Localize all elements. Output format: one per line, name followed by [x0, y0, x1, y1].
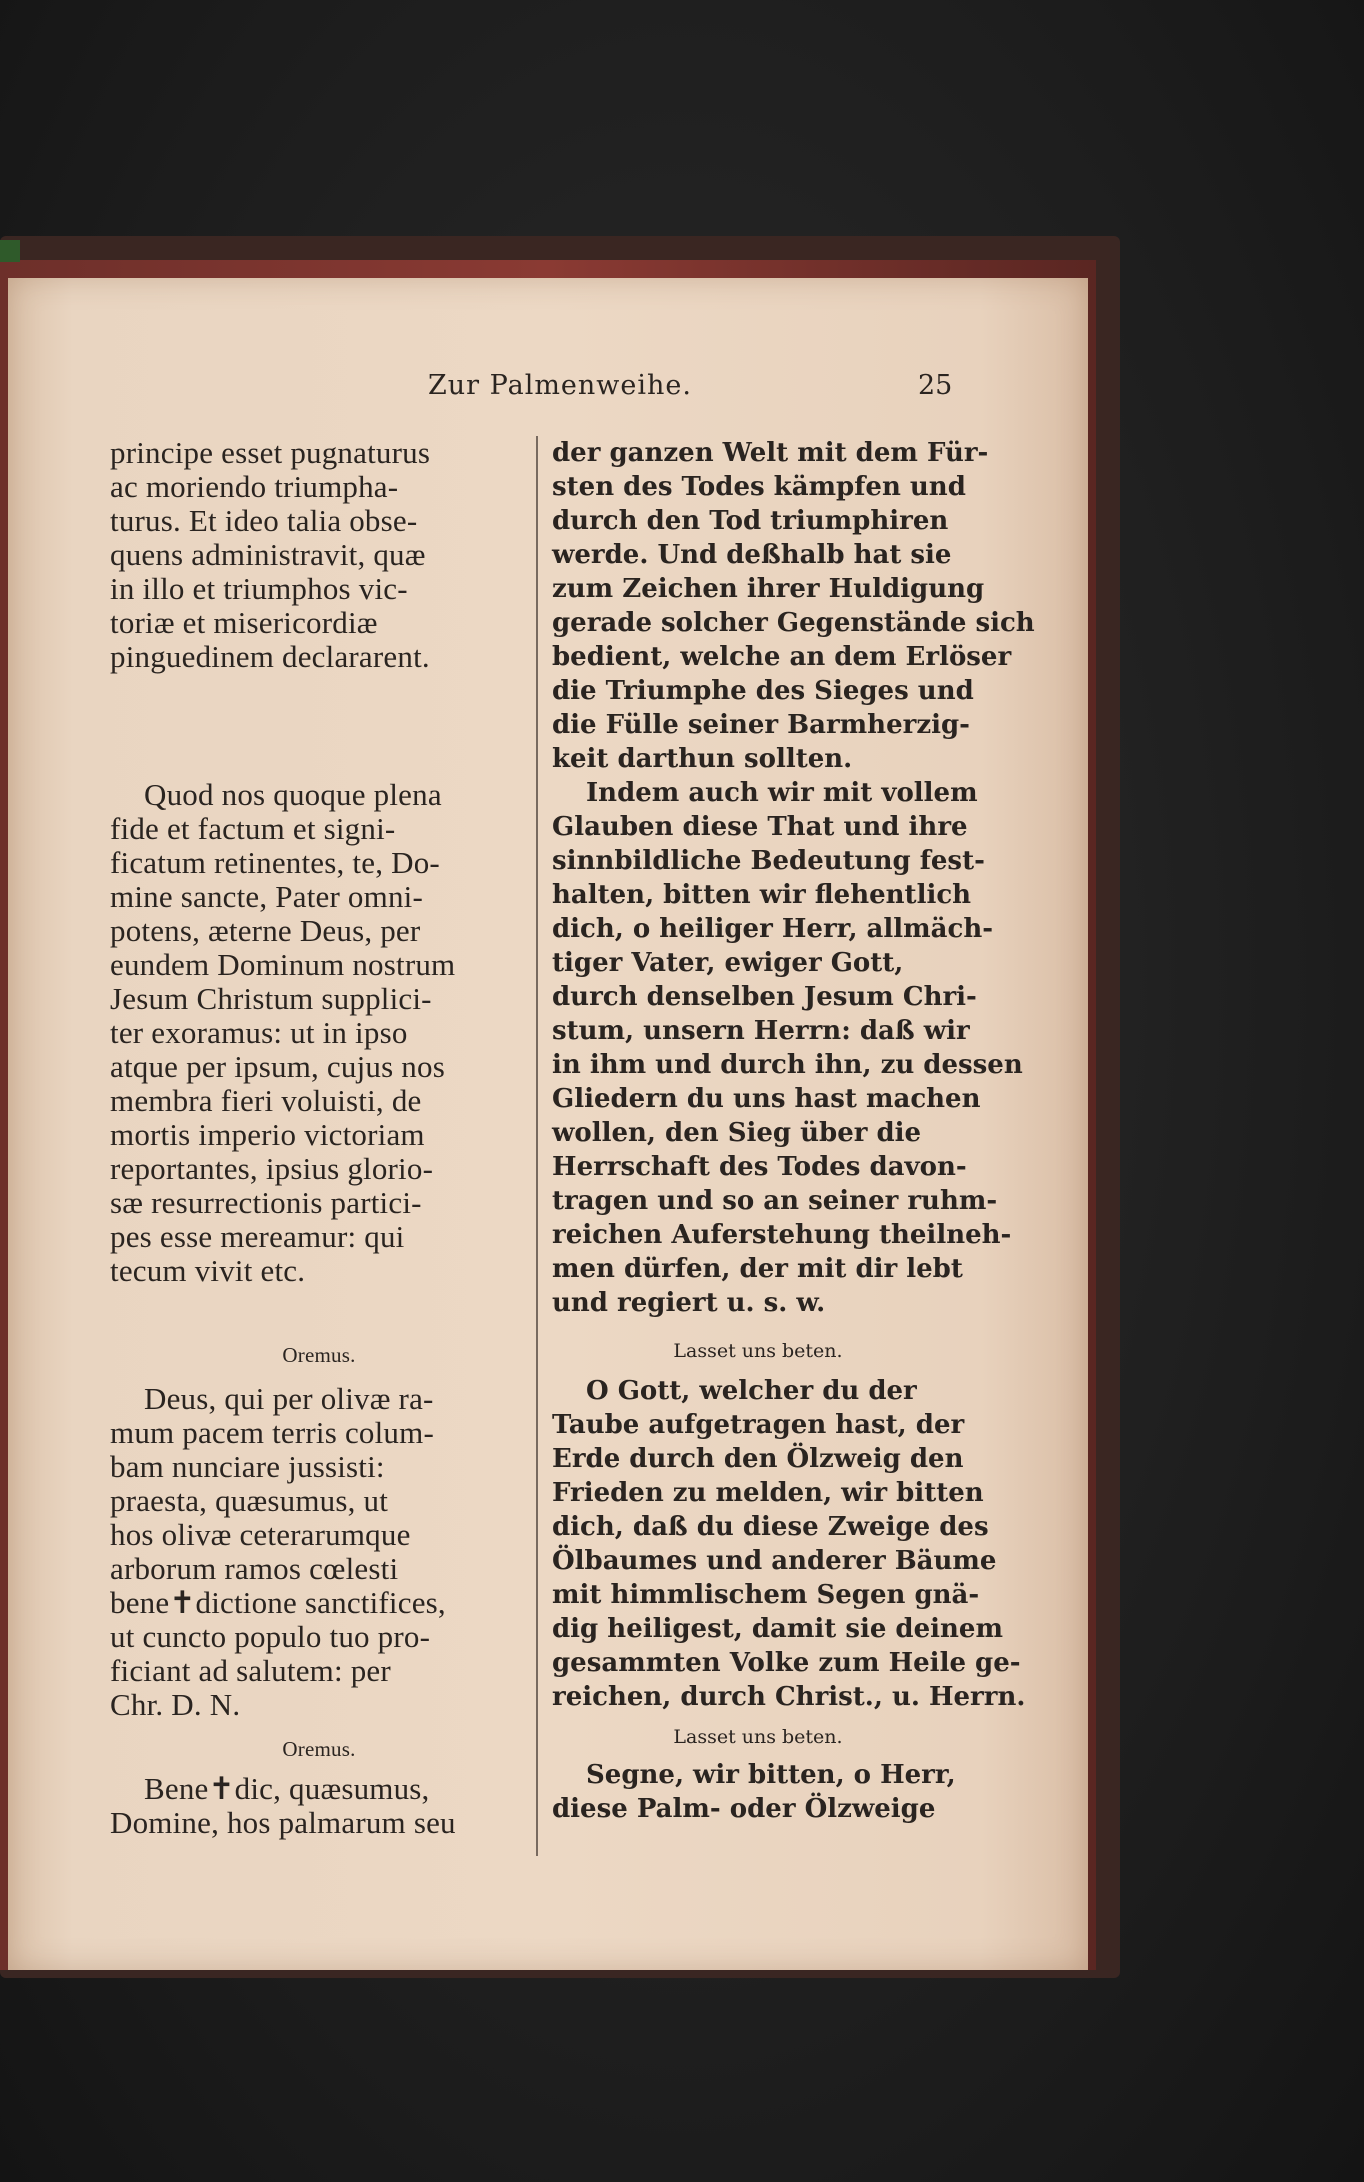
text-line: Chr. D. N. [110, 1687, 241, 1722]
text-line: Erde durch den Ölzweig den [552, 1444, 964, 1474]
text-line: gesammten Volke zum Heile ge- [552, 1648, 1021, 1678]
text-line: in illo et triumphos vic- [110, 571, 408, 606]
text-line: zum Zeichen ihrer Huldigung [552, 574, 985, 604]
text-line: dig heiligest, damit sie deinem [552, 1614, 1003, 1644]
running-header: Zur Palmenweihe. [428, 370, 692, 401]
text-line: sæ resurrectionis partici- [110, 1185, 422, 1220]
column-divider [536, 436, 538, 1856]
text-line: mine sancte, Pater omni- [110, 879, 423, 914]
text-line: mit himmlischem Segen gnä- [552, 1580, 980, 1610]
text-line: tragen und so an seiner ruhm- [552, 1186, 998, 1216]
text-line: eundem Dominum nostrum [110, 947, 456, 982]
text-line: in ihm und durch ihn, zu dessen [552, 1050, 1023, 1080]
text-line: dich, o heiliger Herr, allmäch- [552, 914, 994, 944]
latin-column [110, 436, 528, 674]
text-line: membra fieri voluisti, de [110, 1083, 422, 1118]
text-line: men dürfen, der mit dir lebt [552, 1254, 963, 1284]
text-line: durch den Tod triumphiren [552, 506, 949, 536]
text-line: quens administravit, quæ [110, 537, 426, 572]
text-line: pes esse mereamur: qui [110, 1219, 405, 1254]
text-line: sten des Todes kämpfen und [552, 472, 966, 502]
text-line: potens, æterne Deus, per [110, 913, 421, 948]
text-line: halten, bitten wir flehentlich [552, 880, 972, 910]
latin-paragraph-3 [110, 1382, 528, 1722]
latin-paragraph-2 [110, 778, 528, 1288]
german-paragraph-3 [552, 1374, 1026, 1714]
german-heading-1: Lasset uns beten. [673, 1340, 843, 1362]
text-line: diese Palm- oder Ölzweige [552, 1794, 936, 1824]
text-line: ac moriendo triumpha- [110, 469, 399, 504]
text-line: Jesum Christum supplici- [110, 981, 432, 1016]
text-line: Indem auch wir mit vollem [586, 778, 978, 808]
text-line: bedient, welche an dem Erlöser [552, 642, 1012, 672]
page-number: 25 [918, 370, 953, 401]
text-line: tecum vivit etc. [110, 1253, 306, 1288]
bookmark-ribbon [0, 240, 20, 262]
german-paragraph-1 [552, 436, 1035, 776]
text-line: Domine, hos palmarum seu [110, 1805, 456, 1840]
text-line: reportantes, ipsius glorio- [110, 1151, 434, 1186]
text-line: durch denselben Jesum Chri- [552, 982, 977, 1012]
text-line: werde. Und deßhalb hat sie [552, 540, 952, 570]
text-line: fide et factum et signi- [110, 811, 396, 846]
text-line: hos olivæ ceterarumque [110, 1517, 411, 1552]
text-line: ut cuncto populo tuo pro- [110, 1619, 431, 1654]
latin-paragraph-1 [110, 436, 528, 674]
text-line: dich, daß du diese Zweige des [552, 1512, 989, 1542]
text-line: reichen, durch Christ., u. Herrn. [552, 1682, 1026, 1712]
latin-paragraph-4 [110, 1772, 528, 1840]
latin-column-3 [110, 1338, 528, 1840]
text-line: und regiert u. s. w. [552, 1288, 826, 1318]
text-line: bene✝dictione sanctifices, [110, 1585, 446, 1620]
text-line: Segne, wir bitten, o Herr, [586, 1760, 956, 1790]
text-line: bam nunciare jussisti: [110, 1449, 385, 1484]
text-line: Ölbaumes und anderer Bäume [552, 1546, 997, 1576]
text-line: die Triumphe des Sieges und [552, 676, 974, 706]
text-line: Gliedern du uns hast machen [552, 1084, 981, 1114]
text-line: ter exoramus: ut in ipso [110, 1015, 408, 1050]
text-line: wollen, den Sieg über die [552, 1118, 922, 1148]
text-line: Taube aufgetragen hast, der [552, 1410, 965, 1440]
text-line: der ganzen Welt mit dem Für- [552, 438, 989, 468]
text-line: ficiant ad salutem: per [110, 1653, 391, 1688]
text-line: mortis imperio victoriam [110, 1117, 425, 1152]
text-line: sinnbildliche Bedeutung fest- [552, 846, 985, 876]
text-line: O Gott, welcher du der [586, 1376, 917, 1406]
text-line: keit darthun sollten. [552, 744, 853, 774]
text-line: toriæ et misericordiæ [110, 605, 378, 640]
text-line: Deus, qui per olivæ ra- [144, 1381, 434, 1416]
text-line: die Fülle seiner Barmherzig- [552, 710, 970, 740]
text-line: gerade solcher Gegenstände sich [552, 608, 1035, 638]
text-line: arborum ramos cœlesti [110, 1551, 399, 1586]
text-line: praesta, quæsumus, ut [110, 1483, 389, 1518]
text-line: tiger Vater, ewiger Gott, [552, 948, 904, 978]
text-line: mum pacem terris colum- [110, 1415, 434, 1450]
text-line: reichen Auferstehung theilneh- [552, 1220, 1012, 1250]
text-line: turus. Et ideo talia obse- [110, 503, 418, 538]
text-line: Herrschaft des Todes davon- [552, 1152, 967, 1182]
text-line: pinguedinem declararent. [110, 639, 430, 674]
latin-heading-oremus-2: Oremus. [282, 1737, 356, 1761]
text-line: principe esset pugnaturus [110, 435, 431, 470]
german-column [552, 436, 1035, 1826]
text-line: Quod nos quoque plena [144, 777, 442, 812]
text-line: Bene✝dic, quæsumus, [144, 1771, 430, 1806]
german-paragraph-4 [552, 1758, 964, 1826]
text-line: stum, unsern Herrn: daß wir [552, 1016, 970, 1046]
text-line: Frieden zu melden, wir bitten [552, 1478, 984, 1508]
text-line: atque per ipsum, cujus nos [110, 1049, 445, 1084]
latin-heading-oremus-1: Oremus. [282, 1343, 356, 1367]
latin-column-2 [110, 778, 528, 1288]
text-line: ficatum retinentes, te, Do- [110, 845, 440, 880]
german-paragraph-2 [552, 776, 1023, 1320]
text-line: Glauben diese That und ihre [552, 812, 968, 842]
german-heading-2: Lasset uns beten. [673, 1726, 843, 1748]
